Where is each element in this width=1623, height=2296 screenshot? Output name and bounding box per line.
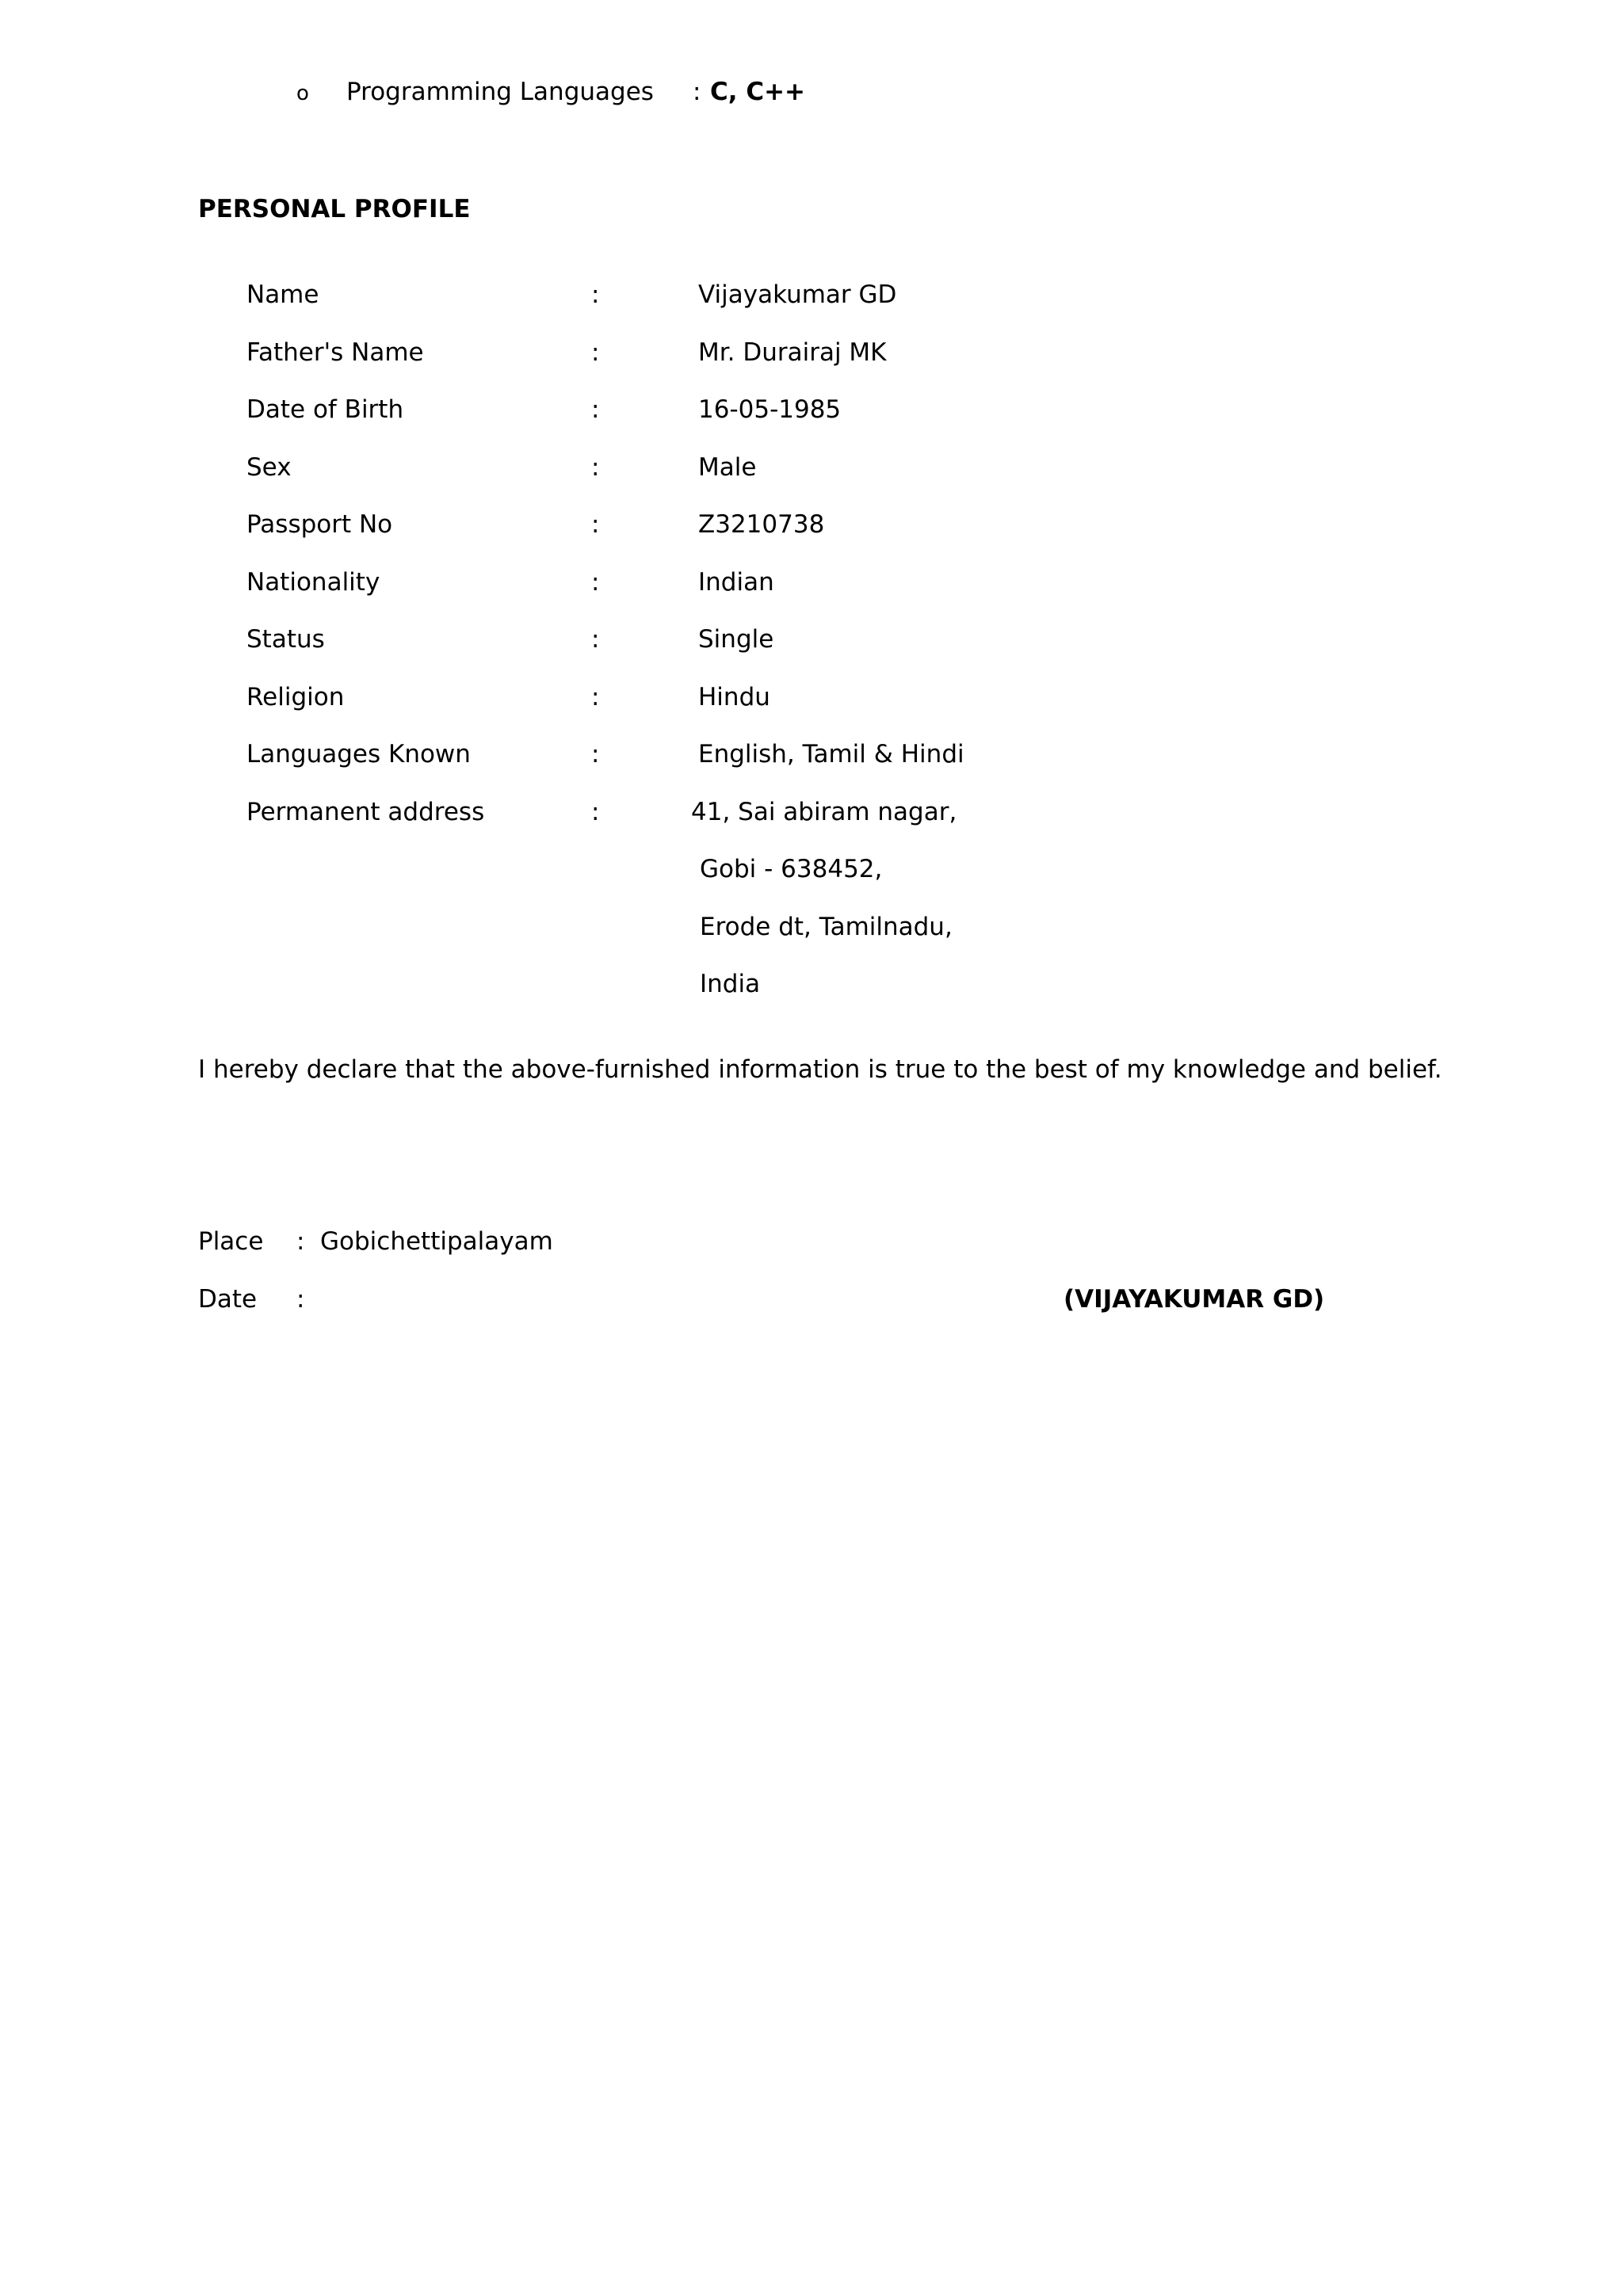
address-line: Erode dt, Tamilnadu,: [700, 913, 953, 941]
profile-row-date-of-birth: [0, 395, 1623, 429]
profile-colon: :: [591, 280, 600, 309]
profile-label: Father's Name: [246, 338, 424, 367]
profile-label: Languages Known: [246, 740, 471, 769]
profile-row-status: [0, 627, 1623, 659]
profile-value: English, Tamil & Hindi: [698, 740, 964, 769]
profile-value: Z3210738: [698, 510, 825, 539]
profile-value: Vijayakumar GD: [698, 280, 897, 309]
section-heading-personal-profile: PERSONAL PROFILE: [198, 195, 471, 223]
profile-colon: :: [591, 453, 600, 482]
skill-label: Programming Languages: [346, 78, 654, 106]
profile-label: Name: [246, 280, 319, 309]
profile-label: Date of Birth: [246, 395, 404, 424]
place-colon: :: [296, 1227, 305, 1256]
profile-row-fathers-name: [0, 338, 1623, 372]
profile-colon: :: [591, 510, 600, 539]
profile-colon: :: [591, 338, 600, 367]
profile-colon: :: [591, 683, 600, 711]
signature-name: (VIJAYAKUMAR GD): [1064, 1285, 1325, 1314]
declaration-text: I hereby declare that the above-furnished information is true to the best of my knowledge and belief.: [198, 1055, 1442, 1084]
profile-colon: :: [591, 395, 600, 424]
address-line: Gobi - 638452,: [700, 855, 883, 883]
profile-label: Status: [246, 625, 325, 654]
profile-value: Indian: [698, 568, 774, 597]
profile-value: Mr. Durairaj MK: [698, 338, 887, 367]
address-line: India: [700, 970, 761, 998]
profile-value: Hindu: [698, 683, 770, 711]
profile-row-sex: [0, 453, 1623, 487]
date-label: Date: [198, 1285, 258, 1314]
profile-row-languages-known: [0, 742, 1623, 774]
profile-value: 41, Sai abiram nagar,: [691, 798, 957, 826]
date-colon: :: [296, 1285, 305, 1314]
profile-value: 16-05-1985: [698, 395, 842, 424]
place-label: Place: [198, 1227, 264, 1256]
profile-value: Male: [698, 453, 757, 482]
profile-label: Sex: [246, 453, 292, 482]
profile-row-name: [0, 280, 1623, 315]
profile-row-religion: [0, 685, 1623, 717]
profile-row-nationality: [0, 570, 1623, 602]
bullet-marker: o: [296, 82, 309, 105]
profile-label: Religion: [246, 683, 345, 711]
skill-separator: :: [693, 78, 701, 106]
place-value: Gobichettipalayam: [320, 1227, 553, 1256]
profile-colon: :: [591, 740, 600, 769]
profile-colon: :: [591, 798, 600, 826]
profile-row-passport-no: [0, 510, 1623, 544]
profile-label: Permanent address: [246, 798, 485, 826]
profile-label: Passport No: [246, 510, 393, 539]
profile-colon: :: [591, 568, 600, 597]
profile-value: Single: [698, 625, 774, 654]
profile-row-permanent-address: [0, 800, 1623, 832]
profile-colon: :: [591, 625, 600, 654]
skill-value: C, C++: [710, 78, 806, 106]
profile-label: Nationality: [246, 568, 380, 597]
